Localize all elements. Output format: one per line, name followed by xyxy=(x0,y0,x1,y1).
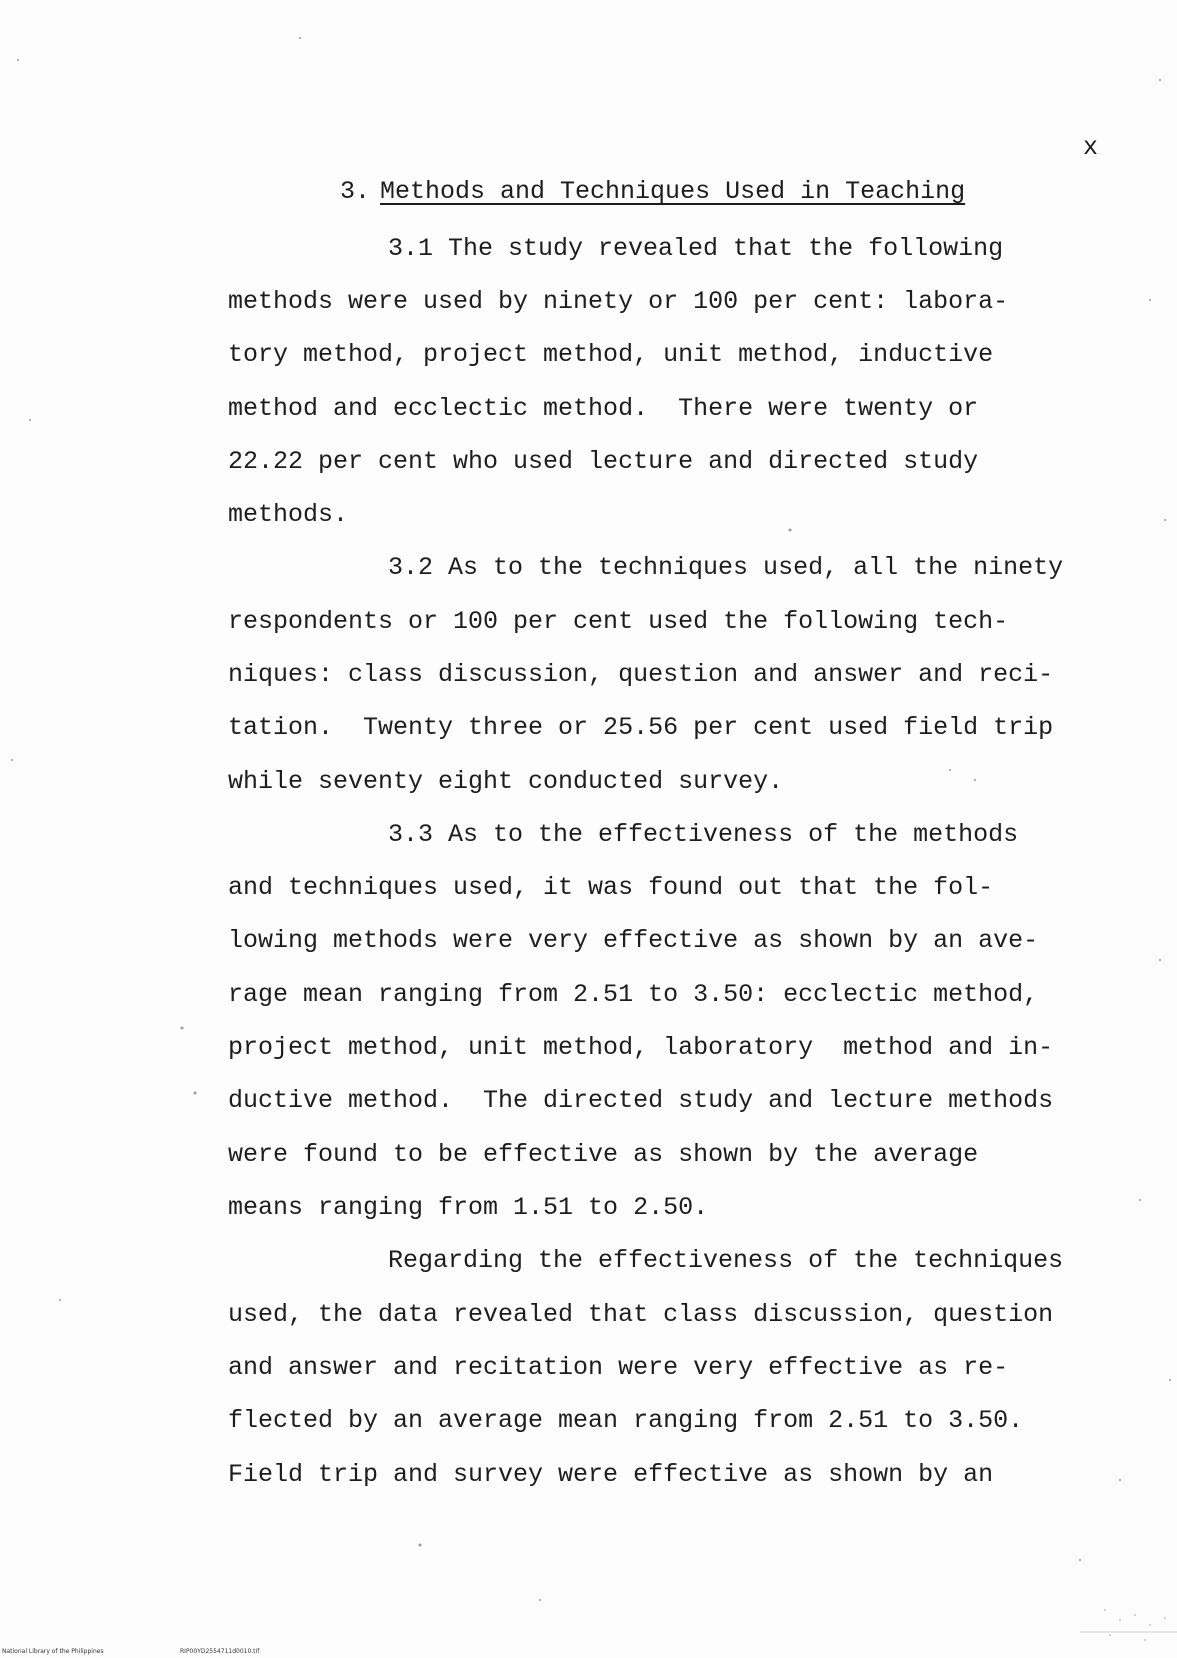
text-line: rage mean ranging from 2.51 to 3.50: ecclectic method, xyxy=(228,980,1039,1009)
text-line: 3.2 As to the techniques used, all the ninety xyxy=(388,553,1064,582)
text-line: methods were used by ninety or 100 per cent: labora- xyxy=(228,287,1009,316)
section-heading xyxy=(340,175,965,209)
text-line: method and ecclectic method. There were twenty or xyxy=(228,394,979,423)
text-line: respondents or 100 per cent used the following tech- xyxy=(228,607,1009,636)
text-line: and techniques used, it was found out that the fol- xyxy=(228,873,994,902)
text-line: means ranging from 1.51 to 2.50. xyxy=(228,1193,709,1222)
text-line: used, the data revealed that class discussion, question xyxy=(228,1300,1054,1329)
text-line: niques: class discussion, question and answer and reci- xyxy=(228,660,1054,689)
section-title: Methods and Techniques Used in Teaching xyxy=(380,177,966,206)
text-line: were found to be effective as shown by the average xyxy=(228,1140,979,1169)
section-number: 3. xyxy=(340,177,371,206)
text-line: flected by an average mean ranging from 2.51 to 3.50. xyxy=(228,1406,1024,1435)
page-number: x xyxy=(1083,133,1099,162)
text-line: Regarding the effectiveness of the techniques xyxy=(388,1246,1064,1275)
text-line: ductive method. The directed study and lecture methods xyxy=(228,1086,1054,1115)
footer-file-id: RIP00YD2554711d0010.tif xyxy=(180,1648,260,1655)
text-line: while seventy eight conducted survey. xyxy=(228,767,784,796)
text-line: 3.3 As to the effectiveness of the methods xyxy=(388,820,1019,849)
text-line: 22.22 per cent who used lecture and directed study xyxy=(228,447,979,476)
text-line: tory method, project method, unit method, inductive xyxy=(228,340,994,369)
text-line: project method, unit method, laboratory method and in- xyxy=(228,1033,1054,1062)
text-line: methods. xyxy=(228,500,349,529)
text-line: 3.1 The study revealed that the following xyxy=(388,234,1004,263)
text-line: tation. Twenty three or 25.56 per cent used field trip xyxy=(228,713,1054,742)
text-line: lowing methods were very effective as shown by an ave- xyxy=(228,926,1039,955)
text-line: Field trip and survey were effective as shown by an xyxy=(228,1460,994,1489)
footer-library-name: National Library of the Philippines xyxy=(2,1648,104,1655)
text-line: and answer and recitation were very effective as re- xyxy=(228,1353,1009,1382)
